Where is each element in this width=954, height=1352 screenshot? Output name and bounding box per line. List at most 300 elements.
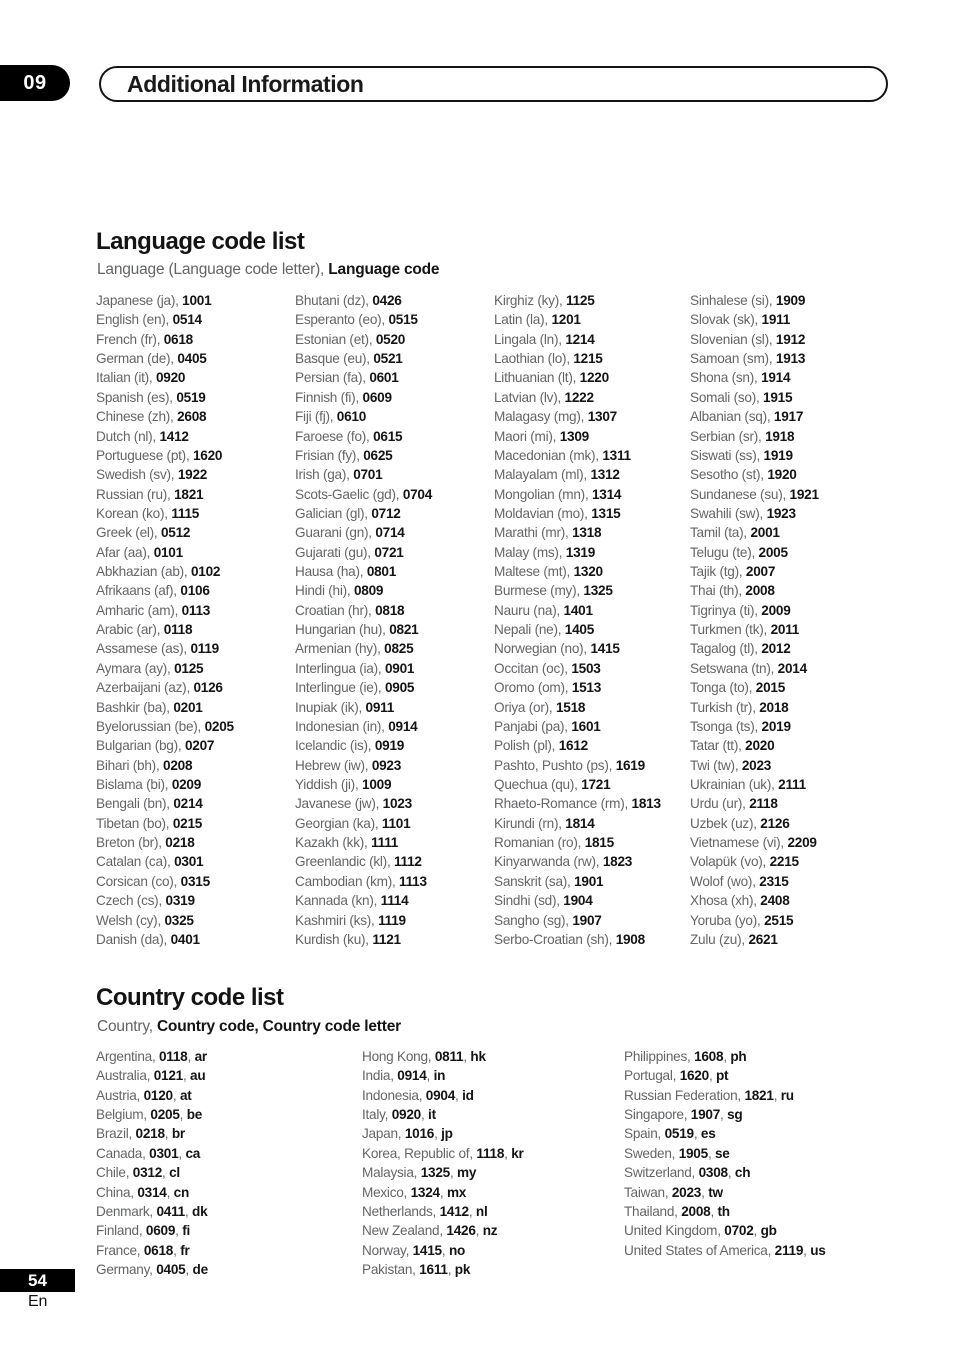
language-entry xyxy=(690,291,819,310)
entry-name: Catalan (ca), xyxy=(96,854,175,870)
entry-separator: , xyxy=(434,1126,442,1142)
language-entry xyxy=(96,659,234,678)
language-entry xyxy=(494,330,661,349)
language-entry xyxy=(295,911,432,930)
entry-letter: nz xyxy=(482,1223,498,1239)
entry-code: 1912 xyxy=(775,331,806,347)
country-entry xyxy=(362,1047,524,1066)
language-entry xyxy=(690,310,819,329)
entry-separator: , xyxy=(710,1203,718,1219)
language-entry xyxy=(494,659,661,678)
entry-code: 0609 xyxy=(145,1223,176,1239)
entry-name: Bashkir (ba), xyxy=(96,699,174,715)
entry-name: Marathi (mr), xyxy=(494,525,573,541)
country-entry xyxy=(96,1144,208,1163)
entry-letter: ca xyxy=(185,1145,201,1161)
entry-code: 1813 xyxy=(631,796,661,812)
entry-code: 1620 xyxy=(193,447,223,463)
entry-separator: , xyxy=(439,1184,447,1200)
entry-code: 0301 xyxy=(174,854,204,870)
language-entry xyxy=(295,504,432,523)
entry-letter: dk xyxy=(192,1203,208,1219)
language-entry xyxy=(494,581,661,600)
language-entry xyxy=(295,872,432,891)
language-entry xyxy=(295,814,432,833)
entry-code: 1922 xyxy=(177,467,208,483)
country-entry xyxy=(96,1221,208,1240)
entry-name: Kazakh (kk), xyxy=(295,835,372,851)
entry-name: Breton (br), xyxy=(96,835,166,851)
entry-code: 0405 xyxy=(156,1261,186,1277)
entry-name: New Zealand, xyxy=(362,1223,447,1239)
language-entry xyxy=(295,833,432,852)
language-entry xyxy=(96,562,234,581)
entry-code: 1601 xyxy=(571,718,601,734)
entry-separator: , xyxy=(773,1087,781,1103)
entry-code: 1309 xyxy=(559,428,589,444)
entry-code: 1907 xyxy=(572,912,602,928)
entry-code: 2315 xyxy=(759,873,789,889)
entry-code: 2209 xyxy=(787,835,817,851)
entry-name: India, xyxy=(362,1068,398,1084)
language-entry xyxy=(690,465,819,484)
entry-name: United Kingdom, xyxy=(624,1223,725,1239)
entry-name: Dutch (nl), xyxy=(96,428,160,444)
entry-name: Bengali (bn), xyxy=(96,796,174,812)
entry-name: Hebrew (iw), xyxy=(295,757,372,773)
entry-name: Volapük (vo), xyxy=(690,854,770,870)
entry-name: Turkmen (tk), xyxy=(690,622,771,638)
language-entry xyxy=(690,775,819,794)
entry-separator: , xyxy=(455,1087,463,1103)
language-entry xyxy=(690,330,819,349)
language-entry xyxy=(295,717,432,736)
language-entry xyxy=(96,330,234,349)
entry-code: 0901 xyxy=(384,660,415,676)
entry-name: Sweden, xyxy=(624,1145,679,1161)
entry-code: 1913 xyxy=(775,351,806,367)
entry-separator: , xyxy=(447,1261,455,1277)
entry-name: Interlingue (ie), xyxy=(295,680,385,696)
entry-code: 1112 xyxy=(394,854,422,870)
entry-name: Arabic (ar), xyxy=(96,622,164,638)
entry-code: 2621 xyxy=(748,931,778,947)
entry-code: 1619 xyxy=(615,757,645,773)
entry-code: 0325 xyxy=(164,912,194,928)
entry-code: 1318 xyxy=(572,525,602,541)
country-entry xyxy=(624,1202,826,1221)
entry-separator: , xyxy=(173,1242,181,1258)
language-entry xyxy=(96,310,234,329)
entry-code: 0515 xyxy=(388,312,418,328)
language-entry xyxy=(494,349,661,368)
entry-name: Quechua (qu), xyxy=(494,776,582,792)
language-entry xyxy=(494,911,661,930)
language-entry xyxy=(494,833,661,852)
language-entry xyxy=(295,930,432,949)
entry-code: 1220 xyxy=(579,370,609,386)
entry-code: 0319 xyxy=(165,893,195,909)
language-entry xyxy=(96,581,234,600)
entry-name: Kirundi (rn), xyxy=(494,815,566,831)
country-entry xyxy=(362,1260,524,1279)
country-section-title: Country code list xyxy=(96,984,284,1011)
entry-code: 0721 xyxy=(374,544,404,560)
entry-code: 0208 xyxy=(163,757,193,773)
entry-code: 1023 xyxy=(382,796,412,812)
entry-code: 1821 xyxy=(174,486,204,502)
entry-code: 1901 xyxy=(574,873,604,889)
language-entry xyxy=(295,543,432,562)
entry-separator: , xyxy=(175,1223,183,1239)
entry-name: France, xyxy=(96,1242,144,1258)
entry-code: 0125 xyxy=(174,660,204,676)
entry-name: Singapore, xyxy=(624,1107,691,1123)
entry-code: 0401 xyxy=(170,931,200,947)
entry-separator: , xyxy=(162,1165,170,1181)
entry-name: Yoruba (yo), xyxy=(690,912,765,928)
page-number-badge xyxy=(0,1269,75,1292)
entry-name: Ukrainian (uk), xyxy=(690,776,779,792)
entry-separator: , xyxy=(164,1126,172,1142)
entry-code: 0919 xyxy=(374,738,405,754)
entry-name: German (de), xyxy=(96,351,178,367)
entry-code: 1908 xyxy=(615,931,645,947)
entry-name: Panjabi (pa), xyxy=(494,718,572,734)
entry-code: 0514 xyxy=(172,312,202,328)
entry-code: 1405 xyxy=(564,622,595,638)
language-entry xyxy=(494,639,661,658)
entry-letter: de xyxy=(192,1261,208,1277)
entry-code: 1101 xyxy=(381,815,411,831)
entry-name: Occitan (oc), xyxy=(494,660,572,676)
language-entry xyxy=(494,698,661,717)
language-entry xyxy=(96,601,234,620)
entry-name: Yiddish (ji), xyxy=(295,776,363,792)
language-entry xyxy=(295,659,432,678)
entry-name: Byelorussian (be), xyxy=(96,718,205,734)
entry-code: 0205 xyxy=(150,1107,180,1123)
entry-code: 2018 xyxy=(759,699,789,715)
entry-code: 2215 xyxy=(769,854,799,870)
entry-name: Turkish (tr), xyxy=(690,699,760,715)
entry-code: 0821 xyxy=(389,622,419,638)
entry-separator: , xyxy=(723,1049,731,1064)
entry-separator: , xyxy=(468,1203,476,1219)
entry-letter: gb xyxy=(760,1223,777,1239)
entry-name: Malagasy (mg), xyxy=(494,409,588,425)
entry-code: 1612 xyxy=(558,738,588,754)
entry-code: 0702 xyxy=(724,1223,754,1239)
entry-code: 0914 xyxy=(397,1068,427,1084)
entry-code: 0920 xyxy=(391,1107,421,1123)
language-entry xyxy=(690,736,819,755)
language-entry xyxy=(295,891,432,910)
language-entry xyxy=(295,620,432,639)
entry-name: Twi (tw), xyxy=(690,757,742,773)
entry-name: Burmese (my), xyxy=(494,583,584,599)
entry-letter: jp xyxy=(441,1126,453,1142)
entry-name: Macedonian (mk), xyxy=(494,447,603,463)
entry-letter: kr xyxy=(511,1145,524,1161)
entry-name: Latin (la), xyxy=(494,312,552,328)
entry-name: Siswati (ss), xyxy=(690,447,764,463)
entry-code: 1320 xyxy=(573,564,603,580)
entry-name: Oriya (or), xyxy=(494,699,556,715)
language-entry xyxy=(96,852,234,871)
entry-letter: in xyxy=(433,1068,446,1084)
country-entry xyxy=(624,1124,826,1143)
language-entry xyxy=(494,407,661,426)
language-entry xyxy=(494,678,661,697)
country-entry xyxy=(362,1105,524,1124)
entry-name: Italian (it), xyxy=(96,370,156,386)
entry-code: 0904 xyxy=(425,1087,456,1103)
country-entry xyxy=(96,1260,208,1279)
entry-name: Korea, Republic of, xyxy=(362,1145,477,1161)
entry-name: Kinyarwanda (rw), xyxy=(494,854,603,870)
language-entry xyxy=(295,523,432,542)
entry-letter: pt xyxy=(716,1068,729,1084)
language-entry xyxy=(690,717,819,736)
entry-code: 0521 xyxy=(373,351,403,367)
entry-name: Canada, xyxy=(96,1145,150,1161)
entry-name: Thai (th), xyxy=(690,583,746,599)
entry-code: 0714 xyxy=(375,525,405,541)
entry-code: 1918 xyxy=(765,428,795,444)
entry-name: Greek (el), xyxy=(96,525,161,541)
entry-name: Swahili (sw), xyxy=(690,505,767,521)
entry-name: China, xyxy=(96,1184,138,1200)
language-entry xyxy=(295,330,432,349)
entry-code: 0411 xyxy=(156,1203,185,1219)
entry-separator: , xyxy=(184,1203,193,1219)
entry-name: Norway, xyxy=(362,1242,413,1258)
language-entry xyxy=(295,756,432,775)
entry-name: Esperanto (eo), xyxy=(295,312,389,328)
entry-name: Spanish (es), xyxy=(96,389,177,405)
language-entry xyxy=(690,523,819,542)
entry-name: French (fr), xyxy=(96,331,164,347)
language-entry xyxy=(494,543,661,562)
language-entry xyxy=(494,485,661,504)
entry-code: 0519 xyxy=(176,389,206,405)
entry-name: Assamese (as), xyxy=(96,641,191,657)
entry-name: Samoan (sm), xyxy=(690,351,776,367)
entry-code: 1415 xyxy=(412,1242,442,1258)
entry-name: Wolof (wo), xyxy=(690,873,760,889)
entry-code: 0209 xyxy=(171,776,202,792)
entry-name: Armenian (hy), xyxy=(295,641,385,657)
country-column-2 xyxy=(362,1047,524,1279)
language-entry xyxy=(96,388,234,407)
entry-code: 1201 xyxy=(551,312,581,328)
language-entry xyxy=(96,794,234,813)
entry-letter: ar xyxy=(194,1049,207,1064)
entry-code: 1401 xyxy=(563,602,593,618)
entry-name: Chinese (zh), xyxy=(96,409,178,425)
entry-name: Czech (cs), xyxy=(96,893,166,909)
entry-code: 2007 xyxy=(745,564,776,580)
entry-separator: , xyxy=(172,1087,180,1103)
entry-code: 0811 xyxy=(434,1049,464,1064)
entry-letter: tw xyxy=(708,1184,723,1200)
entry-separator: , xyxy=(463,1049,471,1064)
entry-name: Bulgarian (bg), xyxy=(96,738,185,754)
entry-name: Fiji (fj), xyxy=(295,409,337,425)
entry-name: Bhutani (dz), xyxy=(295,293,373,308)
entry-code: 1921 xyxy=(789,486,819,502)
language-entry xyxy=(96,620,234,639)
entry-code: 0712 xyxy=(371,505,401,521)
entry-code: 1814 xyxy=(565,815,595,831)
entry-name: Kannada (kn), xyxy=(295,893,381,909)
entry-separator: , xyxy=(187,1049,195,1064)
entry-code: 1909 xyxy=(775,293,806,308)
language-entry xyxy=(690,601,819,620)
entry-code: 2126 xyxy=(760,815,790,831)
language-entry xyxy=(690,891,819,910)
entry-code: 0126 xyxy=(193,680,223,696)
entry-code: 0701 xyxy=(353,467,383,483)
entry-code: 2001 xyxy=(750,525,780,541)
language-column-2 xyxy=(295,291,432,949)
entry-letter: my xyxy=(457,1165,477,1181)
entry-code: 0120 xyxy=(143,1087,173,1103)
entry-name: Swedish (sv), xyxy=(96,467,178,483)
language-entry xyxy=(96,639,234,658)
entry-code: 1114 xyxy=(380,893,409,909)
language-entry xyxy=(295,794,432,813)
country-entry xyxy=(624,1221,826,1240)
language-entry xyxy=(96,698,234,717)
entry-name: Chile, xyxy=(96,1165,133,1181)
language-entry xyxy=(690,620,819,639)
entry-name: Kashmiri (ks), xyxy=(295,912,379,928)
entry-name: Latvian (lv), xyxy=(494,389,565,405)
entry-code: 0218 xyxy=(135,1126,165,1142)
entry-separator: , xyxy=(475,1223,483,1239)
language-entry xyxy=(690,930,819,949)
language-entry xyxy=(96,523,234,542)
language-entry xyxy=(96,814,234,833)
entry-separator: , xyxy=(753,1223,761,1239)
entry-code: 0314 xyxy=(137,1184,167,1200)
entry-name: Brazil, xyxy=(96,1126,136,1142)
entry-code: 0113 xyxy=(181,602,211,618)
entry-code: 0102 xyxy=(191,564,221,580)
entry-letter: no xyxy=(448,1242,466,1258)
entry-name: English (en), xyxy=(96,312,173,328)
country-entry xyxy=(624,1183,826,1202)
entry-code: 1311 xyxy=(602,447,631,463)
entry-letter: pk xyxy=(454,1261,471,1277)
language-entry xyxy=(690,639,819,658)
entry-name: Philippines, xyxy=(624,1049,695,1064)
entry-name: Slovenian (sl), xyxy=(690,331,776,347)
entry-code: 2008 xyxy=(681,1203,711,1219)
language-entry xyxy=(494,601,661,620)
entry-name: Aymara (ay), xyxy=(96,660,175,676)
entry-separator: , xyxy=(182,1068,191,1084)
entry-code: 2008 xyxy=(745,583,775,599)
entry-code: 1920 xyxy=(767,467,797,483)
country-entry xyxy=(362,1124,524,1143)
entry-name: Thailand, xyxy=(624,1203,682,1219)
country-entry xyxy=(96,1047,208,1066)
entry-name: Tajik (tg), xyxy=(690,564,746,580)
language-entry xyxy=(96,891,234,910)
entry-code: 1815 xyxy=(584,835,614,851)
language-entry xyxy=(96,872,234,891)
entry-letter: th xyxy=(717,1203,730,1219)
language-entry xyxy=(494,504,661,523)
entry-code: 1821 xyxy=(744,1087,774,1103)
entry-name: Gujarati (gu), xyxy=(295,544,375,560)
country-column-3 xyxy=(624,1047,826,1260)
entry-code: 1911 xyxy=(761,312,791,328)
entry-name: Lithuanian (lt), xyxy=(494,370,580,386)
entry-letter: ch xyxy=(734,1165,751,1181)
entry-name: Mexico, xyxy=(362,1184,411,1200)
entry-name: Malay (ms), xyxy=(494,544,566,560)
entry-separator: , xyxy=(504,1145,512,1161)
language-entry xyxy=(295,581,432,600)
entry-name: Tigrinya (ti), xyxy=(690,602,762,618)
entry-letter: se xyxy=(715,1145,730,1161)
entry-name: Azerbaijani (az), xyxy=(96,680,194,696)
entry-name: Indonesia, xyxy=(362,1087,426,1103)
entry-separator: , xyxy=(420,1107,429,1123)
entry-code: 1214 xyxy=(565,331,595,347)
country-entry xyxy=(624,1105,826,1124)
country-entry xyxy=(362,1163,524,1182)
entry-name: Sanskrit (sa), xyxy=(494,873,575,889)
country-entry xyxy=(362,1221,524,1240)
entry-letter: id xyxy=(462,1087,474,1103)
language-entry xyxy=(494,446,661,465)
entry-name: Afrikaans (af), xyxy=(96,583,181,599)
language-entry xyxy=(96,504,234,523)
entry-name: Tonga (to), xyxy=(690,680,756,696)
entry-name: Japan, xyxy=(362,1126,405,1142)
entry-separator: , xyxy=(166,1184,174,1200)
entry-name: Nauru (na), xyxy=(494,602,564,618)
entry-code: 0809 xyxy=(353,583,384,599)
entry-code: 0205 xyxy=(204,718,234,734)
entry-code: 1426 xyxy=(446,1223,476,1239)
entry-code: 1314 xyxy=(592,486,622,502)
entry-code: 1919 xyxy=(763,447,793,463)
country-entry xyxy=(96,1066,208,1085)
language-entry xyxy=(295,485,432,504)
entry-name: Mongolian (mn), xyxy=(494,486,592,502)
entry-separator: , xyxy=(720,1107,728,1123)
entry-separator: , xyxy=(449,1165,458,1181)
entry-name: Hausa (ha), xyxy=(295,564,367,580)
entry-name: Interlingua (ia), xyxy=(295,660,385,676)
entry-name: Japanese (ja), xyxy=(96,293,183,308)
page-number: 54 xyxy=(28,1270,47,1290)
entry-name: Finnish (fi), xyxy=(295,389,363,405)
entry-code: 1325 xyxy=(420,1165,450,1181)
country-entry xyxy=(362,1241,524,1260)
language-entry xyxy=(494,562,661,581)
language-column-4 xyxy=(690,291,819,949)
entry-name: Tatar (tt), xyxy=(690,738,746,754)
entry-code: 1113 xyxy=(399,873,427,889)
entry-name: Nepali (ne), xyxy=(494,622,565,638)
